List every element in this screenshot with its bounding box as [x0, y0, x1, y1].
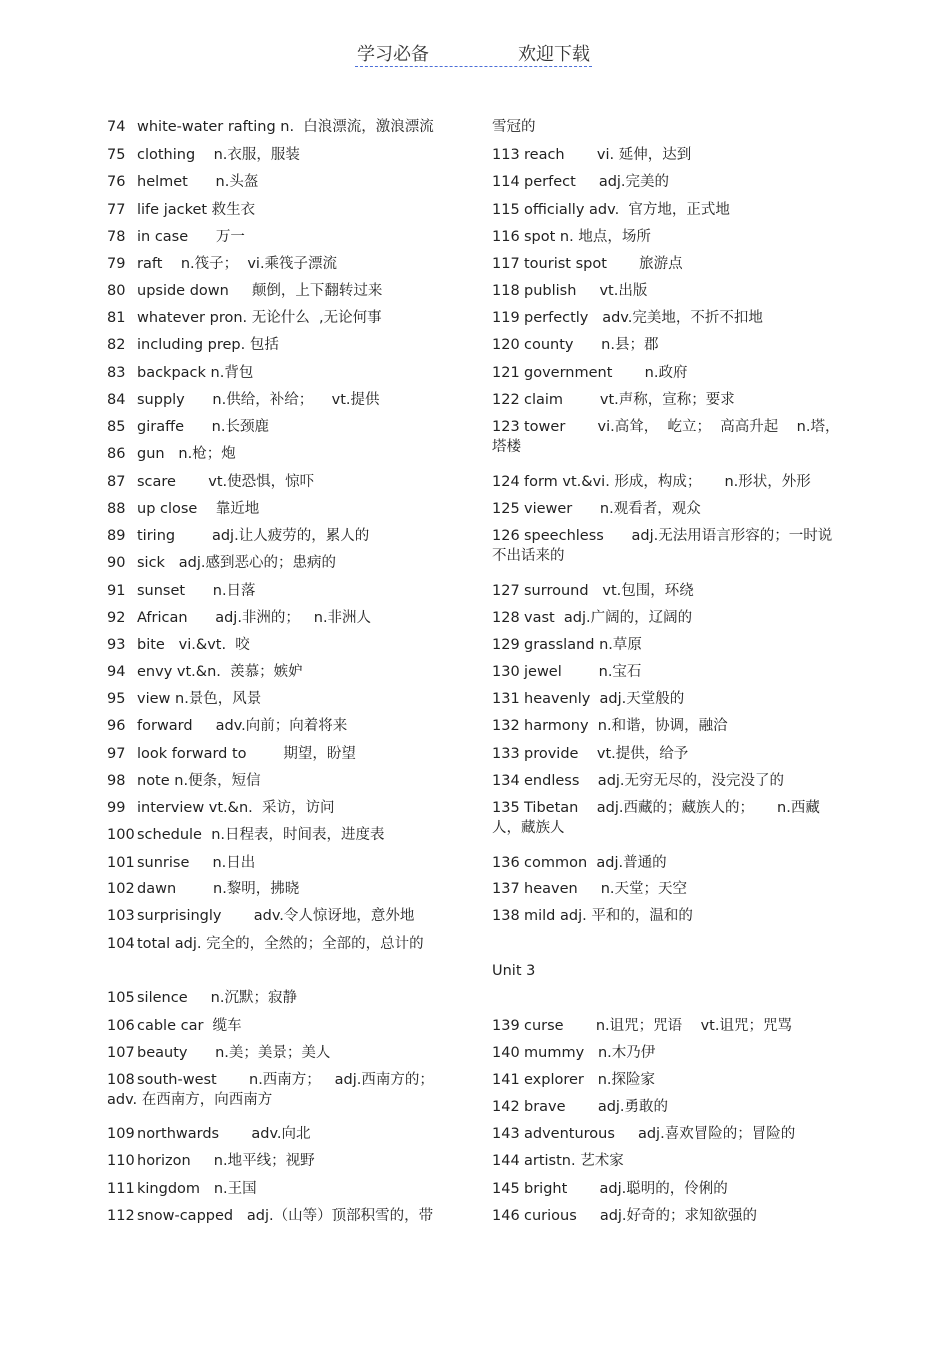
entry-text: life jacket 救生衣	[137, 202, 256, 218]
entry-number: 111	[107, 1181, 135, 1197]
entry-text: speechless adj.无法用语言形容的；一时说不出话来的	[492, 528, 833, 564]
entry-number: 75	[107, 147, 126, 163]
entry-number: 101	[107, 855, 135, 871]
entry-text: grassland n.草原	[524, 637, 642, 653]
vocab-entry	[492, 1124, 795, 1144]
vocab-entry	[492, 1070, 655, 1090]
vocab-entry	[107, 798, 334, 818]
vocab-entry	[492, 798, 842, 838]
entry-number: 104	[107, 936, 135, 952]
entry-number: 110	[107, 1153, 135, 1169]
entry-number: 142	[492, 1099, 520, 1115]
entry-number: 123	[492, 419, 520, 435]
entry-text: jewel n.宝石	[524, 664, 642, 680]
vocab-entry	[107, 635, 250, 655]
entry-number: 89	[107, 528, 126, 544]
entry-text: note n.便条，短信	[137, 773, 261, 789]
vocab-entry	[492, 608, 692, 628]
entry-text: viewer n.观看者，观众	[524, 501, 701, 517]
entry-text: total adj. 完全的，全然的；全部的，总计的	[137, 936, 424, 952]
entry-text: tiring adj.让人疲劳的，累人的	[137, 528, 370, 544]
entry-text: harmony n.和谐，协调，融洽	[524, 718, 728, 734]
entry-number: 105	[107, 990, 135, 1006]
entry-number: 137	[492, 881, 520, 897]
vocab-entry	[492, 145, 691, 165]
entry-text: common adj.普通的	[524, 855, 667, 871]
entry-text: provide vt.提供，给予	[524, 746, 689, 762]
vocab-entry	[107, 254, 337, 274]
entry-text: dawn n.黎明，拂晓	[137, 881, 300, 897]
vocab-entry	[107, 553, 336, 573]
entry-number: 109	[107, 1126, 135, 1142]
vocab-entry	[107, 716, 347, 736]
vocab-entry	[107, 1124, 467, 1144]
vocab-entry	[107, 363, 253, 383]
entry-text: reach vi. 延伸，达到	[524, 147, 692, 163]
entry-text: helmet n.头盔	[137, 174, 259, 190]
entry-number: 139	[492, 1018, 520, 1034]
entry-text: county n.县；郡	[524, 337, 659, 353]
entry-text: northwards adv.向北	[137, 1126, 311, 1142]
entry-text: forward adv.向前；向着将来	[137, 718, 348, 734]
entry-number: 74	[107, 119, 126, 135]
entry-text: backpack n.背包	[137, 365, 254, 381]
entry-text: endless adj.无穷无尽的，没完没了的	[524, 773, 785, 789]
entry-number: 119	[492, 310, 520, 326]
entry-number: 79	[107, 256, 126, 272]
entry-number: 138	[492, 908, 520, 924]
entry-text: brave adj.勇敢的	[524, 1099, 669, 1115]
vocab-entry	[492, 335, 658, 355]
entry-text: supply n.供给，补给； vt.提供	[137, 392, 380, 408]
entry-number: 88	[107, 501, 126, 517]
entry-number: 131	[492, 691, 520, 707]
entry-text: view n.景色，风景	[137, 691, 262, 707]
vocab-entry	[492, 499, 701, 519]
entry-text: African adj.非洲的； n.非洲人	[137, 610, 372, 626]
entry-number: 107	[107, 1045, 135, 1061]
vocab-entry	[107, 526, 369, 546]
entry-text: sunset n.日落	[137, 583, 256, 599]
entry-text: Tibetan adj.西藏的；藏族人的； n.西藏人，藏族人	[492, 800, 820, 836]
entry-number: 103	[107, 908, 135, 924]
entry-text: up close 靠近地	[137, 501, 260, 517]
header-right-text: 欢迎下载	[518, 44, 590, 65]
entry-number: 121	[492, 365, 520, 381]
vocab-entry	[492, 117, 536, 137]
entry-number: 78	[107, 229, 126, 245]
vocab-entry	[492, 961, 535, 981]
vocab-entry	[107, 335, 279, 355]
entry-number: 87	[107, 474, 126, 490]
entry-number: 136	[492, 855, 520, 871]
vocab-entry	[107, 825, 385, 845]
vocab-entry	[492, 172, 669, 192]
vocab-entry	[107, 1070, 467, 1110]
entry-number: 92	[107, 610, 126, 626]
entry-text: tourist spot 旅游点	[524, 256, 683, 272]
vocab-entry	[492, 744, 688, 764]
entry-number: 124	[492, 474, 520, 490]
entry-text: claim vt.声称，宣称；要求	[524, 392, 735, 408]
entry-text: explorer n.探险家	[524, 1072, 656, 1088]
vocab-entry	[107, 281, 382, 301]
entry-number: 96	[107, 718, 126, 734]
entry-text: upside down 颠倒，上下翻转过来	[137, 283, 383, 299]
entry-number: 77	[107, 202, 126, 218]
vocab-entry	[107, 662, 303, 682]
vocab-entry	[107, 308, 382, 328]
vocab-entry	[107, 689, 261, 709]
entry-number: 122	[492, 392, 520, 408]
vocab-entry	[492, 879, 687, 899]
vocab-entry	[107, 227, 245, 247]
entry-number: 120	[492, 337, 520, 353]
entry-text: bite vi.&vt. 咬	[137, 637, 250, 653]
vocab-entry	[107, 744, 356, 764]
vocab-entry	[107, 934, 424, 954]
entry-number: 116	[492, 229, 520, 245]
entry-number: 81	[107, 310, 126, 326]
vocab-entry	[107, 145, 300, 165]
entry-number: 146	[492, 1208, 520, 1224]
entry-text: Unit 3	[492, 963, 536, 979]
entry-number: 118	[492, 283, 520, 299]
entry-text: 雪冠的	[492, 119, 536, 135]
entry-text: form vt.&vi. 形成，构成； n.形状，外形	[524, 474, 811, 490]
entry-number: 126	[492, 528, 520, 544]
vocab-entry	[107, 853, 255, 873]
vocab-entry	[107, 1043, 330, 1063]
entry-number: 93	[107, 637, 126, 653]
entry-text: perfect adj.完美的	[524, 174, 670, 190]
entry-number: 143	[492, 1126, 520, 1142]
vocab-entry	[492, 689, 684, 709]
vocab-entry	[107, 1016, 242, 1036]
vocab-entry	[107, 1206, 433, 1226]
entry-number: 97	[107, 746, 126, 762]
entry-number: 128	[492, 610, 520, 626]
entry-text: surprisingly adv.令人惊讶地，意外地	[137, 908, 415, 924]
entry-text: vast adj.广阔的，辽阔的	[524, 610, 693, 626]
entry-number: 108	[107, 1072, 135, 1088]
entry-text: envy vt.&n. 羡慕；嫉妒	[137, 664, 303, 680]
vocab-entry	[107, 472, 314, 492]
entry-number: 106	[107, 1018, 135, 1034]
entry-number: 134	[492, 773, 520, 789]
vocab-entry	[492, 281, 647, 301]
entry-number: 129	[492, 637, 520, 653]
entry-text: raft n.筏子； vi.乘筏子漂流	[137, 256, 338, 272]
entry-text: horizon n.地平线；视野	[137, 1153, 315, 1169]
vocab-entry	[107, 1179, 257, 1199]
vocab-entry	[107, 417, 269, 437]
vocab-entry	[492, 1043, 655, 1063]
entry-number: 132	[492, 718, 520, 734]
entry-number: 91	[107, 583, 126, 599]
entry-number: 90	[107, 555, 126, 571]
entry-number: 82	[107, 337, 126, 353]
entry-text: giraffe n.长颈鹿	[137, 419, 269, 435]
entry-text: in case 万一	[137, 229, 245, 245]
entry-number: 100	[107, 827, 135, 843]
entry-text: kingdom n.王国	[137, 1181, 257, 1197]
entry-text: bright adj.聪明的，伶俐的	[524, 1181, 728, 1197]
entry-text: mummy n.木乃伊	[524, 1045, 656, 1061]
entry-text: tower vi.高耸， 屹立； 高高升起 n.塔，塔楼	[492, 419, 840, 455]
vocab-entry	[492, 308, 763, 328]
vocab-entry	[107, 906, 414, 926]
entry-text: heavenly adj.天堂般的	[524, 691, 685, 707]
vocab-entry	[107, 444, 236, 464]
entry-number: 130	[492, 664, 520, 680]
vocab-entry	[492, 363, 687, 383]
entry-text: whatever pron. 无论什么 ,无论何事	[137, 310, 382, 326]
entry-text: sick adj.感到恶心的；患病的	[137, 555, 337, 571]
vocab-entry	[492, 1206, 757, 1226]
entry-text: officially adv. 官方地，正式地	[524, 202, 730, 218]
entry-number: 80	[107, 283, 126, 299]
entry-text: adventurous adj.喜欢冒险的；冒险的	[524, 1126, 796, 1142]
vocab-entry	[492, 472, 811, 492]
vocab-entry	[492, 200, 730, 220]
entry-number: 85	[107, 419, 126, 435]
entry-number: 135	[492, 800, 520, 816]
entry-number: 145	[492, 1181, 520, 1197]
entry-number: 98	[107, 773, 126, 789]
vocab-entry	[107, 988, 297, 1008]
entry-text: mild adj. 平和的，温和的	[524, 908, 693, 924]
entry-number: 95	[107, 691, 126, 707]
entry-number: 94	[107, 664, 126, 680]
entry-number: 86	[107, 446, 126, 462]
vocab-entry	[107, 879, 299, 899]
vocab-entry	[492, 716, 728, 736]
vocab-entry	[492, 417, 842, 457]
entry-text: cable car 缆车	[137, 1018, 242, 1034]
entry-text: publish vt.出版	[524, 283, 648, 299]
entry-number: 84	[107, 392, 126, 408]
entry-text: interview vt.&n. 采访，访问	[137, 800, 335, 816]
entry-text: curse n.诅咒；咒语 vt.诅咒；咒骂	[524, 1018, 792, 1034]
entry-text: sunrise n.日出	[137, 855, 256, 871]
entry-number: 127	[492, 583, 520, 599]
entry-text: clothing n.衣服，服装	[137, 147, 300, 163]
entry-number: 113	[492, 147, 520, 163]
entry-text: artistn. 艺术家	[524, 1153, 624, 1169]
entry-number: 76	[107, 174, 126, 190]
entry-text: surround vt.包围，环绕	[524, 583, 694, 599]
entry-number: 133	[492, 746, 520, 762]
vocab-entry	[107, 608, 371, 628]
entry-text: spot n. 地点，场所	[524, 229, 651, 245]
header-left-text: 学习必备	[357, 44, 429, 65]
entry-number: 115	[492, 202, 520, 218]
entry-text: scare vt.使恐惧，惊吓	[137, 474, 315, 490]
entry-text: heaven n.天堂；天空	[524, 881, 688, 897]
entry-text: south-west n.西南方； adj.西南方的； adv. 在西南方，向西南方	[107, 1072, 453, 1108]
entry-text: schedule n.日程表，时间表，进度表	[137, 827, 385, 843]
vocab-entry	[492, 390, 735, 410]
entry-text: including prep. 包括	[137, 337, 279, 353]
entry-text: perfectly adv.完美地，不折不扣地	[524, 310, 763, 326]
vocab-entry	[107, 172, 258, 192]
vocab-entry	[492, 581, 694, 601]
entry-text: silence n.沉默；寂静	[137, 990, 297, 1006]
entry-number: 141	[492, 1072, 520, 1088]
entry-number: 99	[107, 800, 126, 816]
entry-number: 144	[492, 1153, 520, 1169]
entry-number: 114	[492, 174, 520, 190]
page-header	[355, 40, 592, 67]
entry-number: 83	[107, 365, 126, 381]
vocab-entry	[107, 117, 434, 137]
vocab-entry	[107, 1151, 315, 1171]
vocab-entry	[107, 390, 380, 410]
vocab-entry	[107, 771, 261, 791]
vocab-entry	[492, 853, 667, 873]
vocab-entry	[492, 662, 641, 682]
entry-text: snow-capped adj.（山等）顶部积雪的，带	[137, 1208, 434, 1224]
vocab-entry	[107, 581, 256, 601]
entry-text: look forward to 期望，盼望	[137, 746, 356, 762]
entry-text: gun n.枪；炮	[137, 446, 236, 462]
vocab-entry	[492, 771, 784, 791]
vocab-entry	[107, 200, 255, 220]
entry-number: 102	[107, 881, 135, 897]
entry-text: beauty n.美；美景；美人	[137, 1045, 331, 1061]
entry-number: 112	[107, 1208, 135, 1224]
entry-text: white-water rafting n. 白浪漂流，激浪漂流	[137, 119, 434, 135]
entry-text: curious adj.好奇的；求知欲强的	[524, 1208, 758, 1224]
vocab-entry	[492, 254, 683, 274]
vocab-entry	[492, 1016, 792, 1036]
entry-number: 125	[492, 501, 520, 517]
vocab-entry	[492, 635, 642, 655]
entry-number: 140	[492, 1045, 520, 1061]
vocab-entry	[492, 1151, 624, 1171]
entry-text: government n.政府	[524, 365, 688, 381]
vocab-entry	[492, 906, 693, 926]
vocab-entry	[492, 1097, 668, 1117]
entry-number: 117	[492, 256, 520, 272]
vocab-entry	[107, 499, 259, 519]
vocab-entry	[492, 1179, 728, 1199]
vocab-entry	[492, 526, 842, 566]
vocab-entry	[492, 227, 651, 247]
